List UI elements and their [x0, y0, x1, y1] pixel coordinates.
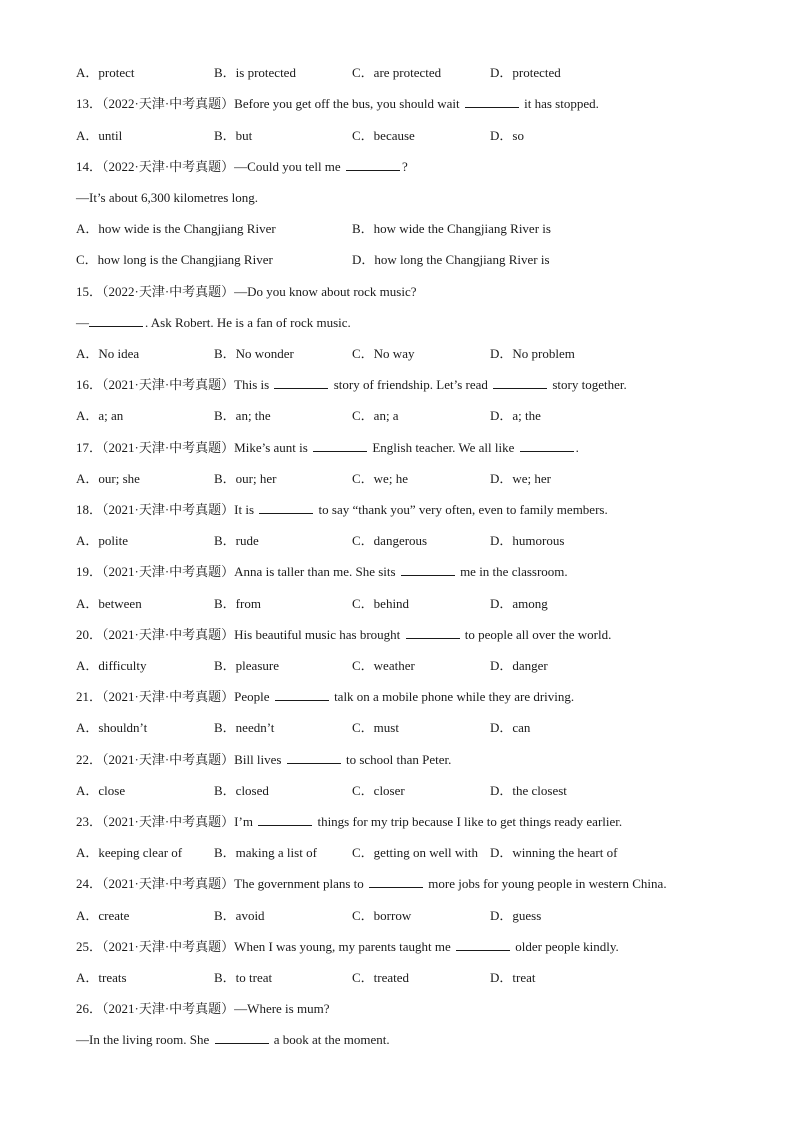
q22-text-after: to school than Peter.	[345, 752, 452, 767]
q22-option-d[interactable]: D．the closest	[490, 783, 567, 798]
q17-text-after: .	[575, 440, 579, 455]
q15-stem	[76, 284, 417, 300]
q25-number: 25．（2021·天津·中考真题）	[76, 939, 235, 954]
q14-stem	[76, 159, 408, 175]
q25-text-after: older people kindly.	[515, 939, 619, 954]
q26-reply	[76, 1032, 390, 1048]
q22-option-c[interactable]: C．closer	[352, 783, 405, 798]
q16-blank-1	[274, 377, 328, 389]
q17-option-a[interactable]: A．our; she	[76, 471, 140, 486]
q16-option-c[interactable]: C．an; a	[352, 408, 399, 423]
q17-options	[76, 471, 736, 487]
q17-blank-1	[313, 440, 367, 452]
q16-option-b[interactable]: B．an; the	[214, 408, 271, 423]
q22-number: 22．（2021·天津·中考真题）	[76, 752, 235, 767]
q14-option-c[interactable]: C．how long is the Changjiang River	[76, 252, 273, 267]
q25-blank	[456, 939, 510, 951]
q13-options	[76, 128, 736, 144]
q19-option-a[interactable]: A．between	[76, 596, 142, 611]
q20-option-c[interactable]: C．weather	[352, 658, 415, 673]
q14-reply: —It’s about 6,300 kilometres long.	[76, 190, 258, 205]
q22-option-b[interactable]: B．closed	[214, 783, 269, 798]
q13-text-before: Before you get off the bus, you should wait	[234, 96, 460, 111]
q17-text-mid: English teacher. We all like	[372, 440, 515, 455]
q15-text: —Do you know about rock music?	[234, 284, 417, 299]
q15-reply	[76, 315, 351, 331]
q18-text-after: to say “thank you” very often, even to family members.	[318, 502, 608, 517]
q13-option-b[interactable]: B．but	[214, 128, 253, 143]
q20-blank	[406, 627, 460, 639]
q24-number: 24．（2021·天津·中考真题）	[76, 876, 235, 891]
q15-option-d[interactable]: D．No problem	[490, 346, 575, 361]
q23-text-before: I’m	[234, 814, 253, 829]
q21-stem	[76, 689, 574, 705]
q21-text-after: talk on a mobile phone while they are driving.	[334, 689, 575, 704]
q14-option-b[interactable]: B．how wide the Changjiang River is	[352, 221, 551, 236]
q13-text-after: it has stopped.	[524, 96, 599, 111]
q22-text-before: Bill lives	[234, 752, 282, 767]
q23-blank	[258, 814, 312, 826]
q23-options	[76, 845, 736, 861]
q25-text-before: When I was young, my parents taught me	[234, 939, 451, 954]
q17-blank-2	[520, 440, 574, 452]
q16-stem	[76, 377, 627, 393]
q16-text-before: This is	[234, 377, 270, 392]
q20-number: 20．（2021·天津·中考真题）	[76, 627, 235, 642]
q20-text-before: His beautiful music has brought	[234, 627, 401, 642]
q16-text-after: story together.	[552, 377, 627, 392]
q13-stem	[76, 96, 599, 112]
q18-number: 18．（2021·天津·中考真题）	[76, 502, 235, 517]
q21-option-c[interactable]: C．must	[352, 720, 399, 735]
q20-option-a[interactable]: A．difficulty	[76, 658, 147, 673]
q19-option-d[interactable]: D．among	[490, 596, 548, 611]
q20-text-after: to people all over the world.	[464, 627, 612, 642]
q16-option-d[interactable]: D．a; the	[490, 408, 541, 423]
q13-option-a[interactable]: A．until	[76, 128, 123, 143]
q21-option-b[interactable]: B．needn’t	[214, 720, 275, 735]
q13-blank	[465, 96, 519, 108]
q25-option-b[interactable]: B．to treat	[214, 970, 273, 985]
q23-option-b[interactable]: B．making a list of	[214, 845, 317, 860]
q18-option-d[interactable]: D．humorous	[490, 533, 565, 548]
q21-number: 21．（2021·天津·中考真题）	[76, 689, 235, 704]
q14-text-before: —Could you tell me	[234, 159, 341, 174]
q15-reply-before: —	[76, 315, 89, 330]
q17-stem	[76, 440, 579, 456]
q17-option-c[interactable]: C．we; he	[352, 471, 408, 486]
q21-option-a[interactable]: A．shouldn’t	[76, 720, 148, 735]
q18-stem	[76, 502, 608, 518]
q26-text: —Where is mum?	[234, 1001, 330, 1016]
q19-number: 19．（2021·天津·中考真题）	[76, 564, 235, 579]
q18-option-b[interactable]: B．rude	[214, 533, 259, 548]
q24-text-before: The government plans to	[234, 876, 364, 891]
q19-blank	[401, 564, 455, 576]
q17-text-before: Mike’s aunt is	[234, 440, 308, 455]
q14-option-a[interactable]: A．how wide is the Changjiang River	[76, 221, 276, 236]
q15-option-b[interactable]: B．No wonder	[214, 346, 294, 361]
q21-blank	[275, 689, 329, 701]
q22-options	[76, 783, 736, 799]
q19-stem	[76, 564, 568, 580]
q20-stem	[76, 627, 611, 643]
q19-option-b[interactable]: B．from	[214, 596, 261, 611]
q13-option-c[interactable]: C．because	[352, 128, 415, 143]
q26-reply-after: a book at the moment.	[273, 1032, 390, 1047]
q24-option-b[interactable]: B．avoid	[214, 908, 265, 923]
q23-stem	[76, 814, 622, 830]
q21-options	[76, 720, 736, 736]
q21-text-before: People	[234, 689, 270, 704]
q19-text-before: Anna is taller than me. She sits	[234, 564, 396, 579]
q14-text-after: ?	[401, 159, 408, 174]
q24-blank	[369, 876, 423, 888]
q18-options	[76, 533, 736, 549]
q14-number: 14．（2022·天津·中考真题）	[76, 159, 235, 174]
q22-stem	[76, 752, 451, 768]
q19-options	[76, 596, 736, 612]
q26-blank	[215, 1032, 269, 1044]
q20-option-d[interactable]: D．danger	[490, 658, 548, 673]
q14-options-row1	[76, 221, 736, 237]
q25-option-c[interactable]: C．treated	[352, 970, 410, 985]
q19-option-c[interactable]: C．behind	[352, 596, 410, 611]
q24-option-c[interactable]: C．borrow	[352, 908, 412, 923]
q22-option-a[interactable]: A．close	[76, 783, 126, 798]
q20-option-b[interactable]: B．pleasure	[214, 658, 279, 673]
q15-option-c[interactable]: C．No way	[352, 346, 415, 361]
q26-stem	[76, 1001, 329, 1017]
q18-text-before: It is	[234, 502, 255, 517]
q23-option-c[interactable]: C．getting on well with	[352, 845, 479, 860]
q24-stem	[76, 876, 667, 892]
q15-number: 15．（2022·天津·中考真题）	[76, 284, 235, 299]
q12-option-d[interactable]: D．protected	[490, 65, 561, 80]
q24-text-after: more jobs for young people in western China.	[428, 876, 667, 891]
q16-text-mid: story of friendship. Let’s read	[333, 377, 488, 392]
q14-options-row2	[76, 252, 736, 268]
q25-options	[76, 970, 736, 986]
q13-number: 13．（2022·天津·中考真题）	[76, 96, 235, 111]
q15-option-a[interactable]: A．No idea	[76, 346, 140, 361]
q15-blank	[89, 315, 143, 327]
q19-text-after: me in the classroom.	[460, 564, 568, 579]
q16-option-a[interactable]: A．a; an	[76, 408, 124, 423]
q23-option-d[interactable]: D．winning the heart of	[490, 845, 618, 860]
q16-number: 16．（2021·天津·中考真题）	[76, 377, 235, 392]
q26-number: 26．（2021·天津·中考真题）	[76, 1001, 235, 1016]
q21-option-d[interactable]: D．can	[490, 720, 531, 735]
q25-option-d[interactable]: D．treat	[490, 970, 536, 985]
q15-reply-after: . Ask Robert. He is a fan of rock music.	[145, 315, 351, 330]
q20-options	[76, 658, 736, 674]
q12-option-c[interactable]: C．are protected	[352, 65, 442, 80]
q22-blank	[287, 752, 341, 764]
q17-option-b[interactable]: B．our; her	[214, 471, 277, 486]
q26-reply-before: —In the living room. She	[76, 1032, 210, 1047]
q17-number: 17．（2021·天津·中考真题）	[76, 440, 235, 455]
q18-blank	[259, 502, 313, 514]
q14-option-d[interactable]: D．how long the Changjiang River is	[352, 252, 550, 267]
q24-option-d[interactable]: D．guess	[490, 908, 542, 923]
q16-blank-2	[493, 377, 547, 389]
q12-option-b[interactable]: B．is protected	[214, 65, 296, 80]
q14-blank	[346, 159, 400, 171]
q23-text-after: things for my trip because I like to get things ready earlier.	[317, 814, 623, 829]
q25-stem	[76, 939, 619, 955]
q15-options	[76, 346, 736, 362]
q18-option-c[interactable]: C．dangerous	[352, 533, 428, 548]
q24-options	[76, 908, 736, 924]
q24-option-a[interactable]: A．create	[76, 908, 130, 923]
q23-number: 23．（2021·天津·中考真题）	[76, 814, 235, 829]
q12-options	[76, 65, 736, 81]
q12-option-a[interactable]: A．protect	[76, 65, 135, 80]
q17-option-d[interactable]: D．we; her	[490, 471, 552, 486]
q18-option-a[interactable]: A．polite	[76, 533, 128, 548]
q23-option-a[interactable]: A．keeping clear of	[76, 845, 183, 860]
q25-option-a[interactable]: A．treats	[76, 970, 127, 985]
q16-options	[76, 408, 736, 424]
q13-option-d[interactable]: D．so	[490, 128, 524, 143]
